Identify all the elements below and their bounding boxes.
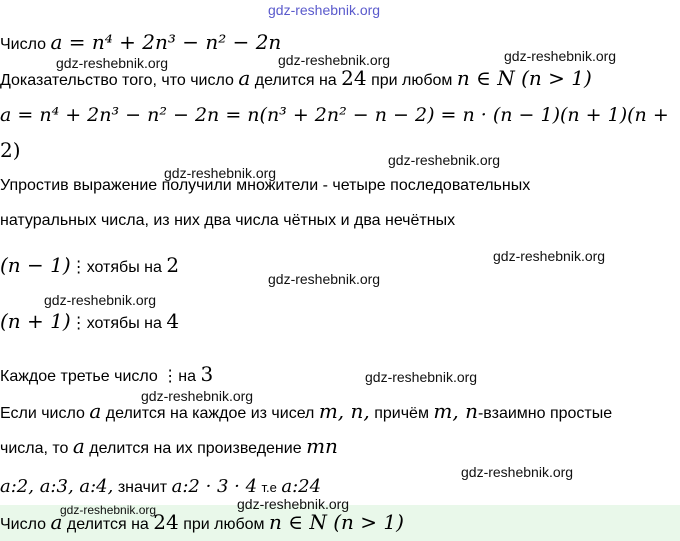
watermark: gdz-reshebnik.org: [461, 464, 574, 480]
watermark: gdz-reshebnik.org: [268, 271, 381, 287]
watermark: gdz-reshebnik.org: [504, 48, 617, 64]
text: значит: [117, 479, 168, 496]
watermark: gdz-reshebnik.org: [60, 503, 157, 517]
number: 2: [166, 253, 180, 277]
variable: a: [89, 399, 102, 423]
text: делится на: [254, 72, 337, 89]
formula: n ∈ N (n > 1): [268, 510, 404, 534]
text: числа, то: [0, 440, 69, 457]
variable: a: [72, 434, 85, 458]
formula: n ∈ N (n > 1): [456, 66, 592, 90]
divisibility-line: [0, 309, 179, 333]
conclusion-formula: [0, 476, 321, 497]
text: Число: [0, 36, 47, 53]
number: 24: [341, 66, 367, 90]
text: делится на их произведение: [89, 440, 302, 457]
divides-symbol: ⋮: [162, 368, 179, 385]
text: делится на: [66, 516, 149, 533]
explanation-line: [0, 212, 455, 230]
watermark: gdz-reshebnik.org: [388, 152, 501, 168]
text: -взаимно простые: [477, 405, 613, 422]
factorization-formula-cont: [0, 138, 21, 162]
statement-line: [0, 30, 281, 54]
text: при любом: [183, 516, 265, 533]
watermark: gdz-reshebnik.org: [141, 388, 254, 404]
text: натуральных числа, из них два числа чётных и два нечётных: [0, 212, 456, 229]
divisibility-line: [0, 253, 179, 277]
formula: m, n,: [318, 399, 370, 423]
number: 4: [166, 309, 180, 333]
watermark: gdz-reshebnik.org: [164, 165, 277, 181]
text: причём: [374, 405, 429, 422]
rule-line: [0, 399, 612, 423]
text: т.е: [261, 480, 277, 495]
formula: a:24: [281, 476, 322, 497]
factorization-formula: [0, 104, 669, 126]
formula: m, n: [433, 399, 478, 423]
variable: a: [50, 510, 63, 534]
formula: 2): [0, 138, 21, 162]
formula: (n − 1): [0, 253, 71, 277]
text: на: [178, 368, 196, 385]
text: хотябы на: [86, 259, 162, 276]
divisibility-line: [0, 362, 213, 386]
text: Упростив выражение получили множители - четыре последовательных: [0, 177, 531, 194]
watermark: gdz-reshebnik.org: [365, 369, 478, 385]
text: хотябы на: [86, 315, 162, 332]
rule-line: [0, 434, 338, 458]
formula: (n + 1): [0, 309, 71, 333]
formula: mn: [306, 434, 338, 458]
text: Если число: [0, 405, 85, 422]
watermark: gdz-reshebnik.org: [268, 2, 381, 18]
text: Каждое третье число: [0, 368, 158, 385]
text: при любом: [371, 72, 453, 89]
watermark: gdz-reshebnik.org: [44, 292, 157, 308]
formula: a = n⁴ + 2n³ − n² − 2n = n(n³ + 2n² − n − 2) = n · (n − 1)(n + 1)(n +: [0, 104, 669, 126]
formula: a:2 · 3 · 4: [171, 476, 258, 497]
formula: a = n⁴ + 2n³ − n² − 2n: [50, 30, 282, 54]
text: делится на каждое из чисел: [105, 405, 315, 422]
watermark: gdz-reshebnik.org: [493, 248, 606, 264]
number: 3: [200, 362, 214, 386]
watermark: gdz-reshebnik.org: [278, 52, 391, 68]
formula: a:2, a:3, a:4,: [0, 476, 114, 497]
watermark: gdz-reshebnik.org: [56, 55, 169, 71]
number: 24: [153, 510, 179, 534]
watermark: gdz-reshebnik.org: [237, 496, 350, 512]
text: Доказательство того, что число: [0, 72, 234, 89]
text: Число: [0, 516, 47, 533]
divides-symbol: ⋮: [70, 259, 87, 276]
divides-symbol: ⋮: [70, 315, 87, 332]
variable: a: [238, 66, 251, 90]
